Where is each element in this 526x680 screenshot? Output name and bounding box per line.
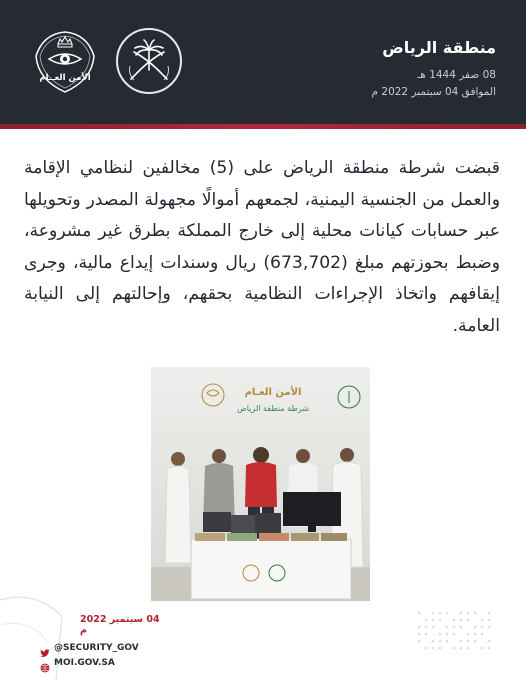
decoration-dot xyxy=(488,619,491,622)
decoration-dot xyxy=(474,612,477,615)
decoration-dot xyxy=(446,626,449,629)
decoration-dot xyxy=(481,626,484,629)
decoration-dot xyxy=(488,647,491,650)
decoration-dot xyxy=(467,612,470,615)
decoration-dot xyxy=(425,626,428,629)
decoration-dot xyxy=(432,612,435,615)
website-link: MOI.GOV.SA xyxy=(54,657,115,668)
footer xyxy=(40,614,168,670)
decoration-dot xyxy=(481,619,484,622)
decoration-dot xyxy=(432,640,435,643)
decoration-dot xyxy=(425,633,428,636)
decoration-dot xyxy=(418,612,421,615)
saudi-emblem-icon xyxy=(116,28,182,94)
decoration-dot xyxy=(460,619,463,622)
wall-title: الأمن العـام xyxy=(244,387,302,398)
decoration-dot xyxy=(488,626,491,629)
wall-subtitle: شرطة منطقة الرياض xyxy=(237,404,309,413)
dots-pattern-decoration xyxy=(416,610,496,654)
decoration-dot xyxy=(446,612,449,615)
decoration-dot xyxy=(467,619,470,622)
decoration-dot xyxy=(481,633,484,636)
decoration-dot xyxy=(467,633,470,636)
decoration-dot xyxy=(481,647,484,650)
decoration-dot xyxy=(446,633,449,636)
decoration-dot xyxy=(439,619,442,622)
twitter-handle: @SECURITY_GOV xyxy=(54,642,139,653)
decoration-dot xyxy=(453,626,456,629)
decoration-dot xyxy=(432,647,435,650)
decoration-dot xyxy=(474,626,477,629)
decoration-dot xyxy=(418,640,421,643)
decoration-dot xyxy=(474,633,477,636)
ps-logo-text: الأمن العــام xyxy=(39,73,91,83)
decoration-dot xyxy=(432,626,435,629)
region-title: منطقة الرياض xyxy=(382,38,496,57)
decoration-dot xyxy=(467,640,470,643)
decoration-dot xyxy=(488,640,491,643)
footer-twitter[interactable] xyxy=(40,640,168,655)
gregorian-date: الموافق 04 سبتمبر 2022 م xyxy=(371,86,496,98)
decoration-dot xyxy=(460,612,463,615)
decoration-dot xyxy=(425,647,428,650)
decoration-dot xyxy=(467,647,470,650)
globe-icon xyxy=(40,658,50,668)
decoration-dot xyxy=(446,640,449,643)
twitter-icon xyxy=(40,643,50,653)
decoration-dot xyxy=(418,626,421,629)
decoration-dot xyxy=(439,640,442,643)
decoration-dot xyxy=(474,640,477,643)
hijri-date: 08 صفر 1444 هـ xyxy=(417,69,496,81)
decoration-dot xyxy=(460,626,463,629)
public-security-logo xyxy=(32,28,98,94)
header-text xyxy=(372,38,496,101)
decoration-dot xyxy=(453,633,456,636)
decoration-dot xyxy=(453,619,456,622)
decoration-dot xyxy=(439,647,442,650)
decoration-dot xyxy=(418,633,421,636)
decoration-dot xyxy=(488,612,491,615)
decoration-dot xyxy=(453,647,456,650)
evidence-photo xyxy=(151,367,370,601)
decoration-dot xyxy=(439,633,442,636)
footer-website[interactable] xyxy=(40,655,168,670)
decoration-dot xyxy=(460,647,463,650)
footer-date: 04 سبتمبر 2022 م xyxy=(80,614,160,636)
article-text: قبضت شرطة منطقة الرياض على (5) مخالفين لنظامي الإقامة والعمل من الجنسية اليمنية، لجمعهم أموالًا مجهولة المصدر وتحويلها عبر حسابات كيانات محلية إلى خارج المملكة بطرق غير مشروعة، وضبط بحوزتهم مبلغ (673,702) ريال وسندات إيداع مالية، وجرى إيقافهم واتخاذ الإجراءات النظامية بحقهم، وإحالتهم إلى النيابة العامة. xyxy=(24,158,500,336)
header-banner xyxy=(0,0,526,124)
decoration-dot xyxy=(425,619,428,622)
header-accent-bar xyxy=(0,124,526,129)
decoration-dot xyxy=(432,619,435,622)
decoration-dot xyxy=(439,612,442,615)
decoration-dot xyxy=(460,640,463,643)
